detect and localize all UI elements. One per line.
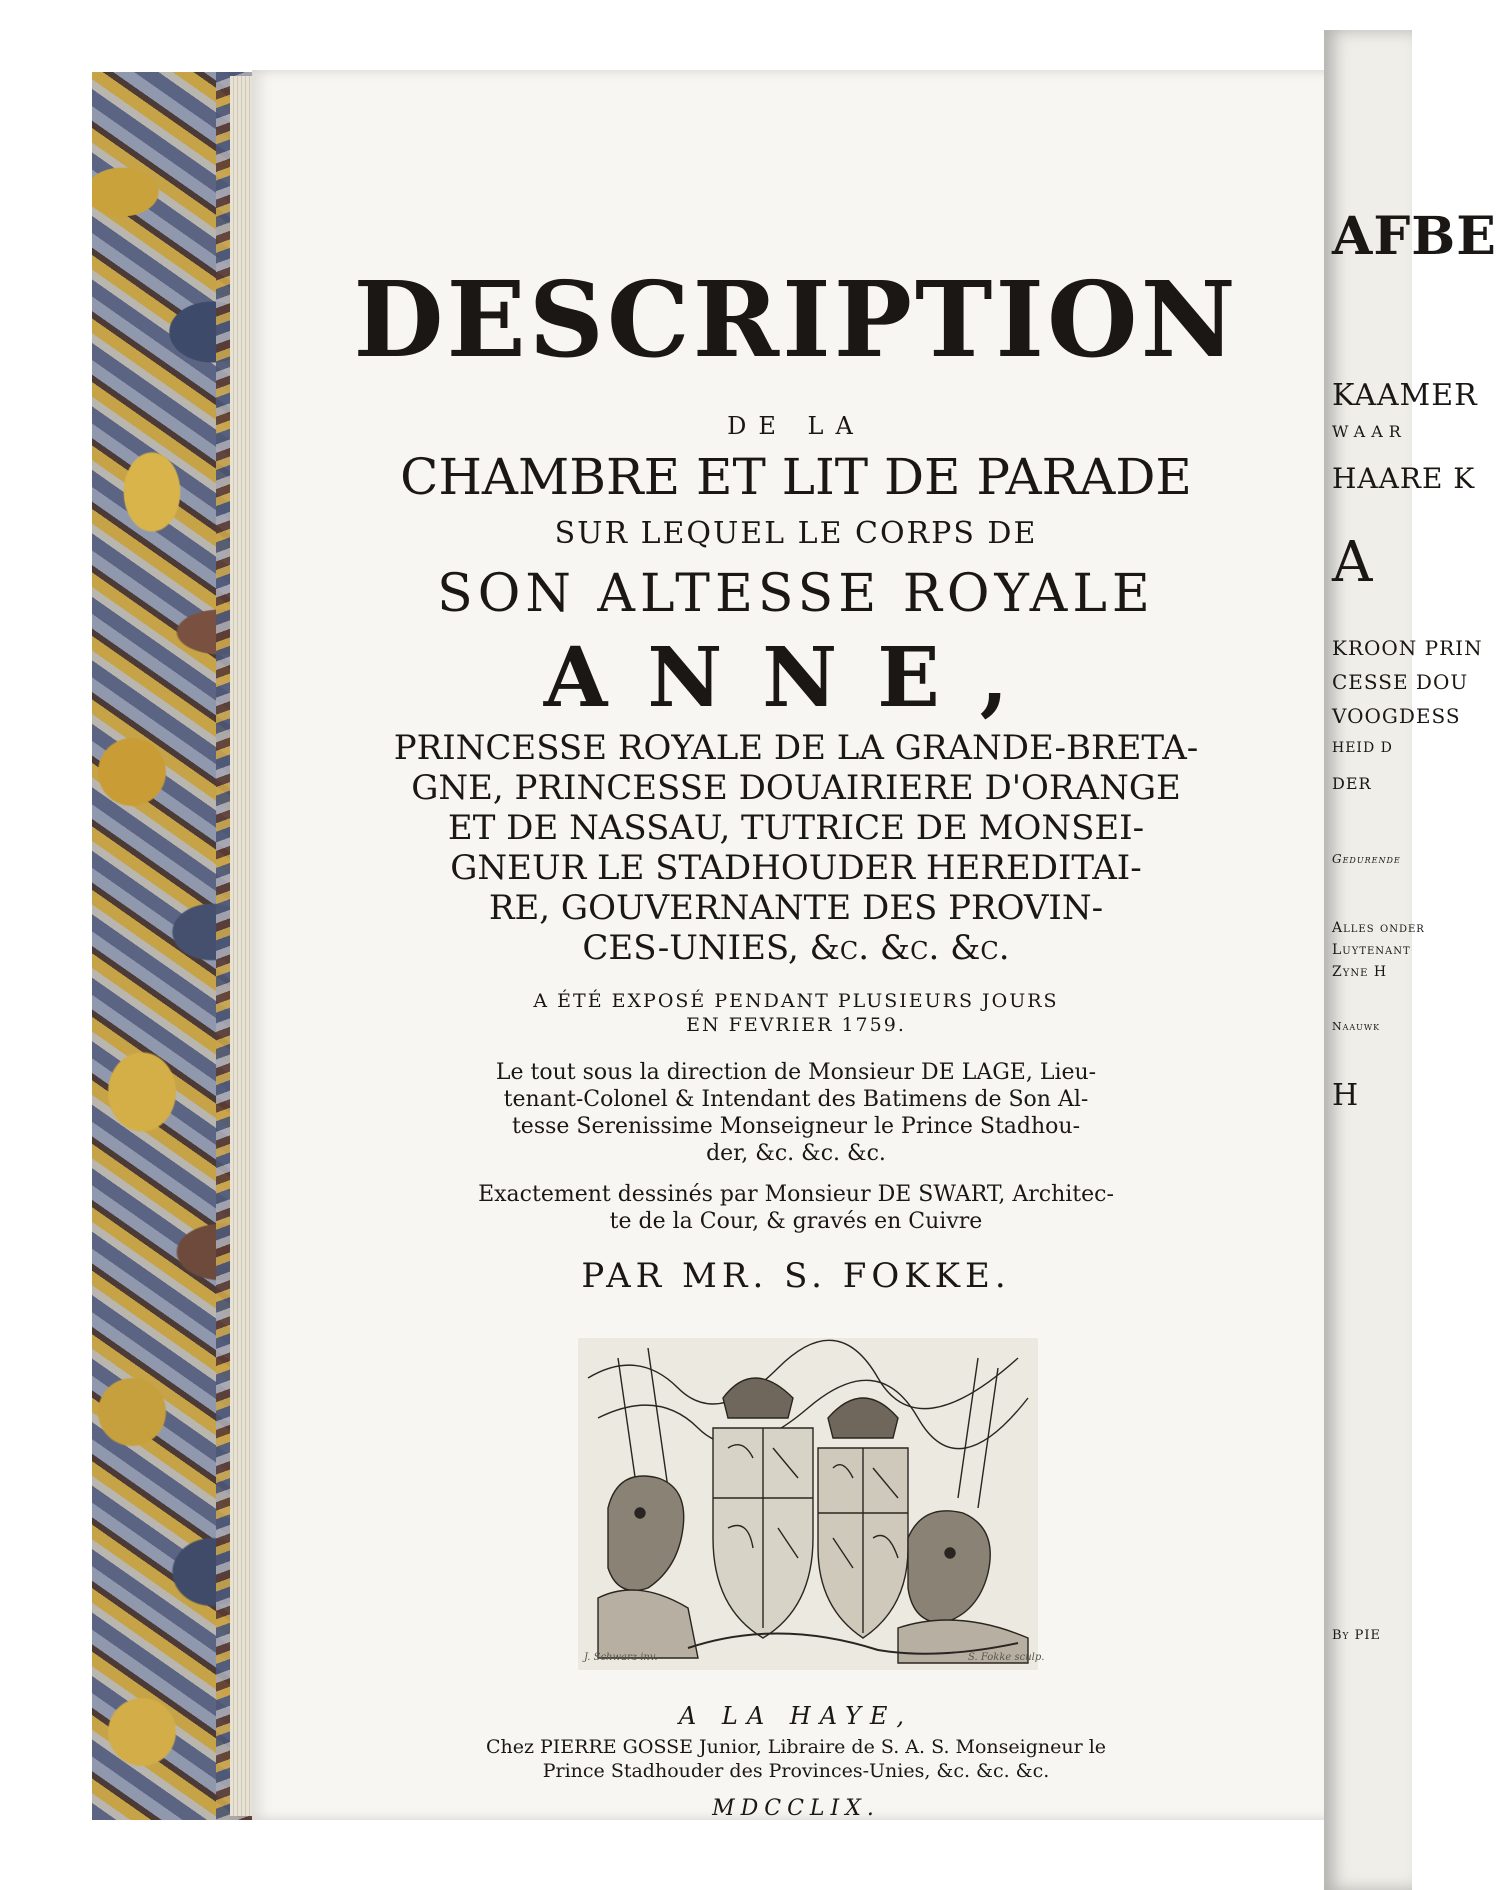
princesse-line: GNEUR LE STADHOUDER HEREDITAI- <box>450 848 1142 888</box>
vignette-signature-left: J. Schwarz inv. <box>584 1652 658 1663</box>
direction-line: tenant-Colonel & Intendant des Batimens de Son Al- <box>503 1087 1089 1112</box>
facing-fragment: By PIE <box>1332 1628 1381 1643</box>
title-de-la: DE LA <box>727 412 865 440</box>
engraving-line: te de la Cour, & gravés en Cuivre <box>609 1209 983 1234</box>
facing-fragment: VOOGDESS <box>1332 704 1461 728</box>
engraving-line: Exactement dessinés par Monsieur DE SWART, Architec- <box>478 1182 1114 1207</box>
engraver-credit: PAR MR. S. FOKKE. <box>581 1256 1011 1296</box>
imprint-publisher-line: Chez PIERRE GOSSE Junior, Libraire de S. A. S. Monseigneur le <box>485 1736 1107 1758</box>
imprint-publisher-line: Prince Stadhouder des Provinces-Unies, &c. &c. &c. <box>542 1760 1050 1782</box>
vignette-signature-right: S. Fokke sculp. <box>968 1652 1045 1663</box>
title-son-altesse: SON ALTESSE ROYALE <box>437 564 1155 624</box>
facing-fragment: A <box>1332 530 1374 595</box>
princesse-line: RE, GOUVERNANTE DES PROVIN- <box>488 888 1104 928</box>
facing-fragment: H <box>1332 1078 1360 1113</box>
facing-fragment: AFBE <box>1332 206 1497 267</box>
imprint-year: MDCCLIX. <box>712 1796 880 1821</box>
imprint-place: A LA HAYE, <box>678 1702 914 1730</box>
facing-fragment: CESSE DOU <box>1332 670 1469 694</box>
direction-line: tesse Serenissime Monseigneur le Prince Stadhou- <box>511 1114 1081 1139</box>
facing-fragment: Zyne H <box>1332 964 1388 980</box>
facing-fragment: WAAR <box>1332 422 1407 441</box>
princesse-line: GNE, PRINCESSE DOUAIRIERE D'ORANGE <box>411 768 1181 808</box>
facing-fragment: HEID D <box>1332 740 1393 756</box>
facing-fragment: HAARE K <box>1332 462 1476 495</box>
princesse-line: CES-UNIES, &c. &c. &c. <box>582 928 1010 968</box>
title-page <box>252 70 1340 1820</box>
direction-line: der, &c. &c. &c. <box>706 1141 886 1166</box>
direction-line: Le tout sous la direction de Monsieur DE LAGE, Lieu- <box>495 1060 1097 1085</box>
book-title: DESCRIPTION <box>353 258 1239 381</box>
coat-of-arms-vignette <box>578 1338 1038 1670</box>
facing-fragment: Naauwk <box>1332 1020 1381 1033</box>
title-chambre: CHAMBRE ET LIT DE PARADE <box>400 448 1192 506</box>
facing-fragment: Alles onder <box>1332 920 1425 936</box>
facing-page <box>1324 30 1497 1890</box>
facing-fragment: Gedurende <box>1332 852 1401 866</box>
princesse-line: PRINCESSE ROYALE DE LA GRANDE-BRETA- <box>393 728 1199 768</box>
facing-fragment: Luytenant <box>1332 942 1411 958</box>
facing-fragment: KAAMER <box>1332 378 1478 413</box>
facing-fragment: KROON PRIN <box>1332 636 1483 660</box>
expose-line: EN FEVRIER 1759. <box>686 1014 906 1036</box>
expose-line: A ÉTÉ EXPOSÉ PENDANT PLUSIEURS JOURS <box>533 990 1059 1012</box>
princesse-line: ET DE NASSAU, TUTRICE DE MONSEI- <box>447 808 1145 848</box>
facing-fragment: DER <box>1332 774 1372 793</box>
title-sur-lequel: SUR LEQUEL LE CORPS DE <box>554 516 1038 551</box>
title-anne: ANNE, <box>543 630 1049 726</box>
